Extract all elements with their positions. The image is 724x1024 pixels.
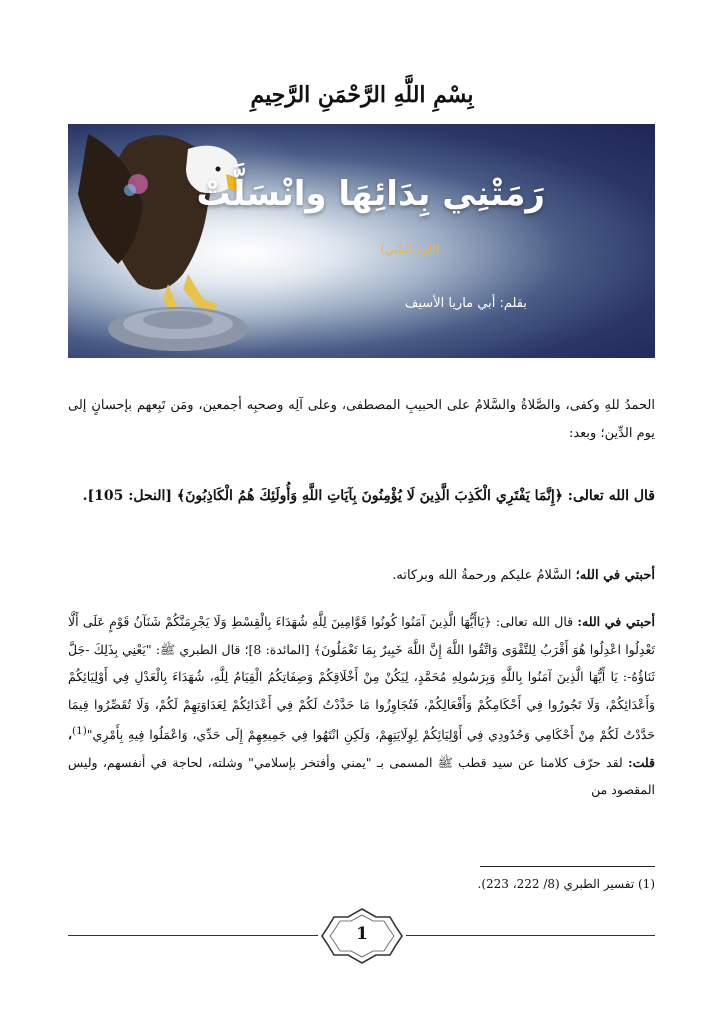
main-tail-text: لقد حرّف كلامنا عن سيد قطب ﷺ المسمى بـ "يمني وأفتخر بإسلامي" وشلته، لحاجة في أنفسهم، وليس المقصود من (68, 754, 655, 798)
banner-title: رَمَتْنِي بِدَائِهَا وانْسَلَّتْ (196, 174, 545, 214)
greeting-lead: أحبتي في الله؛ (575, 568, 655, 583)
footnote: (1) تفسير الطبري (8/ 222، 223). (477, 877, 655, 891)
main-paragraph (68, 608, 655, 804)
main-lead: أحبتي في الله: (577, 614, 655, 629)
intro-paragraph (68, 392, 655, 448)
eagle-illustration (68, 124, 655, 358)
footer-rule-right (406, 935, 655, 936)
article-banner (68, 124, 655, 358)
footnote-divider (480, 866, 655, 867)
basmala-header: بِسْمِ اللَّهِ الرَّحْمَنِ الرَّحِيمِ (250, 82, 474, 108)
quran-quote-text: قال الله تعالى: ﴿إِنَّمَا يَفْتَرِي الْكَذِبَ الَّذِينَ لَا يُؤْمِنُونَ بِآيَاتِ اللَّهِ وَأُولَئِكَ هُمُ الْكَاذِبُونَ﴾ [النحل: 105]. (82, 488, 655, 504)
main-text: قال الله تعالى: ﴿يَاأَيُّهَا الَّذِينَ آمَنُوا كُونُوا قَوَّامِينَ لِلَّهِ شُهَدَاءَ بِالْقِسْطِ وَلَا يَجْرِمَنَّكُمْ شَنَآنُ قَوْمٍ عَلَى أَلَّا تَعْدِلُوا اعْدِلُوا هُوَ أَقْرَبُ لِلتَّقْوَى وَاتَّقُوا اللَّهَ إِنَّ اللَّهَ خَبِيرٌ بِمَا تَعْمَلُونَ﴾ [المائدة: 8]؛ قال الطبري ﷺ: "يَعْنِي بِذَلِكَ -جَلَّ ثَنَاؤُهُ-: يَا أَيُّهَا الَّذِينَ آمَنُوا بِاللَّهِ وَبِرَسُولِهِ مُحَمَّدٍ، لِيَكُنْ مِنْ أَخْلَاقِكُمْ وَصِفَاتِكُمُ الْقِيَامُ لِلَّهِ، شُهَدَاءَ بِالْعَدْلِ فِي أَوْلِيَائِكُمْ وَأَعْدَائِكُمْ، وَلَا تَجُورُوا فِي أَحْكَامِكُمْ وَأَفْعَالِكُمْ، فَتُجَاوِزُوا مَا حَدَّدْتُ لَكُمْ فِي أَعْدَائِكُمْ لِعَدَاوَتِهِمْ لَكُمْ، وَلَا تُقَصِّرُوا فِيمَا حَدَّدْتُ لَكُمْ مِنْ أَحْكَامِي وَحُدُودِي فِي أَوْلِيَائِكُمْ لِوِلَايَتِهِمْ، وَلَكِنِ انْتَهُوا فِي جَمِيعِهِمْ إِلَى حَدِّي، وَاعْمَلُوا فِيهِ بِأَمْرِي" (68, 614, 655, 743)
main-tail-lead: ، قلت: (68, 727, 655, 770)
quran-quote-paragraph (68, 480, 655, 512)
banner-subtitle: (الرد الثاني) (380, 242, 440, 256)
footnote-ref[interactable]: (1) (72, 725, 87, 737)
footer-rule-left (68, 935, 318, 936)
intro-text: الحمدُ للهِ وكفى، والصَّلاةُ والسَّلامُ على الحبيبِ المصطفى، وعلى آلِه وصحبِه أجمعين، ومَن تَبِعهم بإحسانٍ إلى يوم الدِّين؛ وبعد: (68, 398, 655, 441)
greeting-text: السَّلامُ عليكم ورحمةُ الله وبركاته. (392, 568, 576, 583)
banner-author: بقلم: أبي ماريا الأسيف (404, 296, 527, 311)
page-number: 1 (356, 924, 368, 944)
greeting-paragraph (68, 562, 655, 590)
